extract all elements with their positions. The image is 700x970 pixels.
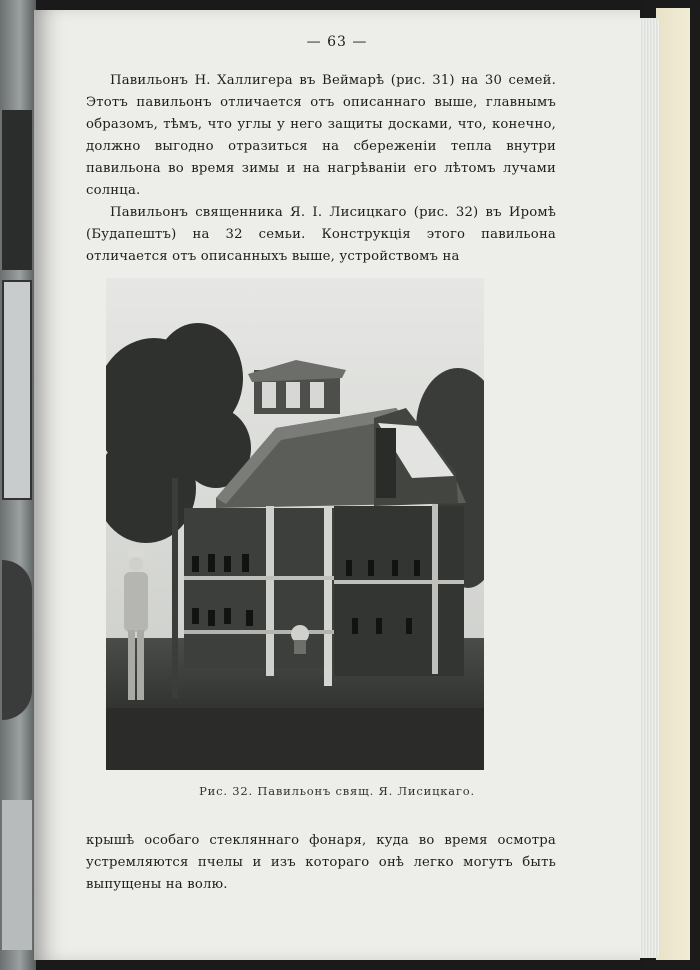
previous-page-edge <box>0 0 36 970</box>
book-board <box>656 8 690 960</box>
book-page <box>34 10 640 960</box>
paragraph: крышѣ особаго стекляннаго фонаря, куда во время осмотра устремляются пчелы и изъ котораго онѣ легко могутъ быть выпущены на волю. <box>86 833 556 892</box>
paragraph: Павильонъ Н. Халлигера въ Веймарѣ (рис. 31) на 30 семей. Этотъ павильонъ отличается отъ описаннаго выше, главнымъ образомъ, тѣмъ, что углы у него защиты досками, что, конечно, должно выгодно отразиться на сбереженіи тепла внутри павильона во время зимы и на нагрѣваніи его лѣтомъ лучами солнца. <box>86 73 556 198</box>
previous-page-image-fragment <box>2 560 32 720</box>
previous-page-image-fragment <box>2 800 32 950</box>
previous-page-image-fragment <box>2 110 32 270</box>
previous-page-image-fragment <box>2 280 32 500</box>
text-block-bottom <box>86 830 556 896</box>
text-block-top <box>86 70 556 268</box>
page-number: — 63 — <box>306 34 368 50</box>
pavilion-photograph <box>106 278 484 770</box>
paragraph: Павильонъ священника Я. І. Лисицкаго (рис. 32) въ Иромѣ (Будапештъ) на 32 семьи. Конструкція этого павильона отличается отъ описанныхъ выше, устройствомъ на <box>86 205 556 264</box>
figure-caption: Рис. 32. Павильонъ свящ. Я. Лисицкаго. <box>199 784 475 798</box>
